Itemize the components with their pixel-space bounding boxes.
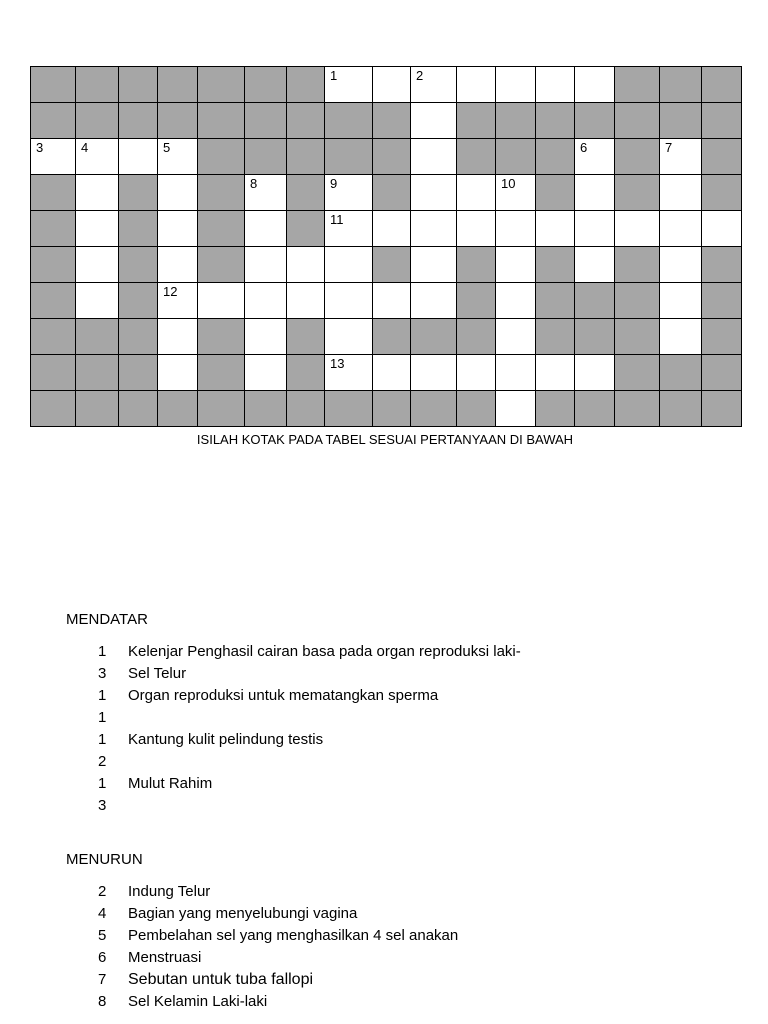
grid-row xyxy=(31,319,742,355)
grid-cell-blocked xyxy=(411,319,457,355)
grid-cell-open[interactable] xyxy=(158,283,198,319)
grid-cell-blocked xyxy=(615,355,660,391)
grid-cell-blocked xyxy=(615,103,660,139)
clue-number: 12 xyxy=(163,284,178,299)
grid-cell-blocked xyxy=(575,283,615,319)
grid-cell-open[interactable] xyxy=(496,67,536,103)
clue-item-text: Sel Kelamin Laki-laki xyxy=(128,993,268,1010)
grid-cell-open[interactable] xyxy=(31,139,76,175)
clue-item xyxy=(98,729,521,751)
grid-cell-open[interactable] xyxy=(660,283,702,319)
grid-cell-open[interactable] xyxy=(496,247,536,283)
clue-item-number: 6 xyxy=(98,949,107,966)
grid-cell-open[interactable] xyxy=(615,211,660,247)
grid-cell-blocked xyxy=(373,103,411,139)
clue-item-number: 4 xyxy=(98,905,107,922)
grid-cell-open[interactable] xyxy=(325,247,373,283)
grid-cell-blocked xyxy=(536,175,575,211)
clue-item-number: 3 xyxy=(98,797,107,814)
clue-item-text: Indung Telur xyxy=(128,883,211,900)
grid-cell-open[interactable] xyxy=(575,247,615,283)
grid-cell-blocked xyxy=(31,103,76,139)
grid-cell-blocked xyxy=(325,391,373,427)
grid-cell-open[interactable] xyxy=(287,283,325,319)
grid-cell-blocked xyxy=(287,355,325,391)
grid-cell-open[interactable] xyxy=(411,211,457,247)
grid-cell-blocked xyxy=(457,319,496,355)
grid-cell-blocked xyxy=(615,139,660,175)
grid-cell-open[interactable] xyxy=(411,355,457,391)
clue-number: 10 xyxy=(501,176,516,191)
grid-cell-open[interactable] xyxy=(575,67,615,103)
grid-cell-blocked xyxy=(287,175,325,211)
grid-cell-blocked xyxy=(536,391,575,427)
clue-item-number: 8 xyxy=(98,993,107,1010)
grid-cell-open[interactable] xyxy=(496,283,536,319)
grid-cell-open[interactable] xyxy=(76,211,119,247)
grid-cell-open[interactable] xyxy=(373,355,411,391)
grid-row xyxy=(31,247,742,283)
grid-row xyxy=(31,103,742,139)
grid-cell-open[interactable] xyxy=(660,211,702,247)
clue-item xyxy=(98,641,521,663)
grid-cell-blocked xyxy=(373,175,411,211)
clue-item-text: Pembelahan sel yang menghasilkan 4 sel anakan xyxy=(128,927,459,944)
grid-cell-blocked xyxy=(198,211,245,247)
grid-cell-blocked xyxy=(158,391,198,427)
grid-cell-blocked xyxy=(245,103,287,139)
grid-row xyxy=(31,283,742,319)
grid-cell-blocked xyxy=(287,211,325,247)
grid-cell-blocked xyxy=(373,319,411,355)
grid-cell-blocked xyxy=(31,319,76,355)
grid-cell-blocked xyxy=(198,391,245,427)
grid-cell-open[interactable] xyxy=(158,139,198,175)
grid-cell-blocked xyxy=(119,211,158,247)
grid-cell-blocked xyxy=(457,391,496,427)
grid-cell-open[interactable] xyxy=(575,139,615,175)
clue-item-text: Organ reproduksi untuk mematangkan sperma xyxy=(128,687,439,704)
grid-cell-blocked xyxy=(119,355,158,391)
grid-cell-open[interactable] xyxy=(411,247,457,283)
mendatar-clue-list xyxy=(98,641,521,817)
grid-cell-open[interactable] xyxy=(76,283,119,319)
grid-cell-blocked xyxy=(373,247,411,283)
grid-cell-blocked xyxy=(198,175,245,211)
grid-cell-blocked xyxy=(198,139,245,175)
grid-cell-blocked xyxy=(31,247,76,283)
clue-item xyxy=(98,795,521,817)
crossword-grid xyxy=(30,66,742,427)
grid-cell-open[interactable] xyxy=(198,283,245,319)
grid-cell-open[interactable] xyxy=(325,319,373,355)
clue-item xyxy=(98,751,521,773)
grid-cell-open[interactable] xyxy=(575,355,615,391)
grid-cell-blocked xyxy=(158,67,198,103)
grid-cell-open[interactable] xyxy=(325,175,373,211)
clue-item-text: Sebutan untuk tuba fallopi xyxy=(128,971,314,988)
grid-cell-blocked xyxy=(457,247,496,283)
grid-cell-blocked xyxy=(119,103,158,139)
grid-cell-open[interactable] xyxy=(76,175,119,211)
grid-cell-open[interactable] xyxy=(245,211,287,247)
clue-item-text: Menstruasi xyxy=(128,949,202,966)
clue-item xyxy=(98,991,458,1013)
grid-cell-blocked xyxy=(31,175,76,211)
grid-cell-blocked xyxy=(702,247,742,283)
clue-item xyxy=(98,663,521,685)
grid-cell-blocked xyxy=(373,391,411,427)
grid-cell-open[interactable] xyxy=(245,355,287,391)
grid-cell-blocked xyxy=(198,319,245,355)
clue-item-number: 1 xyxy=(98,731,107,748)
clue-item-number: 7 xyxy=(98,971,107,988)
grid-cell-open[interactable] xyxy=(158,247,198,283)
grid-cell-blocked xyxy=(615,319,660,355)
grid-cell-blocked xyxy=(325,139,373,175)
clue-number: 4 xyxy=(81,140,89,155)
grid-cell-blocked xyxy=(31,391,76,427)
grid-cell-blocked xyxy=(198,103,245,139)
grid-cell-open[interactable] xyxy=(411,283,457,319)
grid-cell-open[interactable] xyxy=(325,67,373,103)
grid-cell-blocked xyxy=(536,103,575,139)
clue-item-number: 2 xyxy=(98,753,107,770)
clue-number: 3 xyxy=(36,140,44,155)
clue-number: 7 xyxy=(665,140,673,155)
grid-cell-blocked xyxy=(76,103,119,139)
clue-item-number: 5 xyxy=(98,927,107,944)
clue-item-number: 2 xyxy=(98,883,107,900)
grid-cell-blocked xyxy=(536,247,575,283)
mendatar-heading: MENDATAR xyxy=(66,611,148,628)
clue-item xyxy=(98,925,458,947)
grid-cell-blocked xyxy=(702,103,742,139)
clue-number: 9 xyxy=(330,176,338,191)
grid-cell-blocked xyxy=(702,67,742,103)
grid-cell-open[interactable] xyxy=(536,211,575,247)
grid-cell-blocked xyxy=(76,391,119,427)
grid-cell-blocked xyxy=(536,139,575,175)
grid-cell-blocked xyxy=(496,139,536,175)
clue-number: 2 xyxy=(416,68,424,83)
grid-cell-blocked xyxy=(457,283,496,319)
grid-cell-open[interactable] xyxy=(457,175,496,211)
grid-cell-blocked xyxy=(31,67,76,103)
grid-cell-open[interactable] xyxy=(245,175,287,211)
grid-cell-blocked xyxy=(119,319,158,355)
grid-cell-blocked xyxy=(496,103,536,139)
grid-cell-open[interactable] xyxy=(660,139,702,175)
grid-cell-blocked xyxy=(660,391,702,427)
clue-item xyxy=(98,881,458,903)
grid-cell-blocked xyxy=(575,103,615,139)
grid-cell-open[interactable] xyxy=(536,355,575,391)
grid-cell-blocked xyxy=(245,391,287,427)
grid-cell-open[interactable] xyxy=(287,247,325,283)
grid-cell-open[interactable] xyxy=(76,247,119,283)
grid-cell-blocked xyxy=(411,391,457,427)
grid-cell-open[interactable] xyxy=(457,355,496,391)
grid-cell-blocked xyxy=(76,319,119,355)
grid-cell-blocked xyxy=(287,319,325,355)
clue-item-text: Kantung kulit pelindung testis xyxy=(128,731,324,748)
grid-cell-open[interactable] xyxy=(411,139,457,175)
grid-cell-open[interactable] xyxy=(457,67,496,103)
grid-cell-blocked xyxy=(31,355,76,391)
grid-cell-open[interactable] xyxy=(660,175,702,211)
grid-cell-blocked xyxy=(119,175,158,211)
grid-cell-open[interactable] xyxy=(325,283,373,319)
clue-item-text: Kelenjar Penghasil cairan basa pada organ reproduksi laki- xyxy=(128,643,521,660)
grid-cell-open[interactable] xyxy=(575,175,615,211)
clue-item-number: 1 xyxy=(98,687,107,704)
clue-item-text: Bagian yang menyelubungi vagina xyxy=(128,905,358,922)
grid-cell-open[interactable] xyxy=(325,211,373,247)
clue-item-number: 3 xyxy=(98,665,107,682)
grid-cell-open[interactable] xyxy=(373,283,411,319)
clue-number: 1 xyxy=(330,68,338,83)
grid-cell-blocked xyxy=(198,247,245,283)
grid-cell-open[interactable] xyxy=(245,247,287,283)
grid-cell-open[interactable] xyxy=(660,247,702,283)
grid-cell-open[interactable] xyxy=(325,355,373,391)
grid-cell-blocked xyxy=(702,283,742,319)
clue-number: 13 xyxy=(330,356,345,371)
grid-cell-blocked xyxy=(702,175,742,211)
grid-cell-blocked xyxy=(31,283,76,319)
clue-item xyxy=(98,969,458,991)
grid-cell-blocked xyxy=(119,283,158,319)
grid-cell-blocked xyxy=(76,67,119,103)
clue-item-number: 1 xyxy=(98,775,107,792)
grid-cell-open[interactable] xyxy=(575,211,615,247)
grid-cell-open[interactable] xyxy=(411,103,457,139)
clue-item xyxy=(98,947,458,969)
grid-cell-blocked xyxy=(287,139,325,175)
clue-item-number: 1 xyxy=(98,643,107,660)
grid-cell-blocked xyxy=(373,139,411,175)
grid-cell-open[interactable] xyxy=(119,139,158,175)
grid-cell-open[interactable] xyxy=(245,283,287,319)
grid-cell-open[interactable] xyxy=(660,319,702,355)
grid-cell-open[interactable] xyxy=(411,175,457,211)
grid-cell-blocked xyxy=(575,391,615,427)
grid-cell-blocked xyxy=(702,355,742,391)
grid-cell-blocked xyxy=(119,391,158,427)
grid-row xyxy=(31,211,742,247)
grid-cell-blocked xyxy=(615,391,660,427)
grid-cell-blocked xyxy=(245,67,287,103)
grid-cell-open[interactable] xyxy=(158,175,198,211)
grid-cell-open[interactable] xyxy=(496,355,536,391)
grid-cell-open[interactable] xyxy=(496,175,536,211)
grid-cell-open[interactable] xyxy=(496,319,536,355)
grid-cell-blocked xyxy=(119,247,158,283)
grid-row xyxy=(31,139,742,175)
grid-cell-open[interactable] xyxy=(496,391,536,427)
grid-row xyxy=(31,175,742,211)
clue-item-text: Mulut Rahim xyxy=(128,775,213,792)
grid-cell-open[interactable] xyxy=(158,355,198,391)
clue-item-text: Sel Telur xyxy=(128,665,187,682)
grid-cell-blocked xyxy=(536,283,575,319)
grid-cell-blocked xyxy=(31,211,76,247)
grid-cell-open[interactable] xyxy=(496,211,536,247)
grid-cell-open[interactable] xyxy=(373,67,411,103)
grid-cell-blocked xyxy=(287,391,325,427)
grid-cell-blocked xyxy=(660,67,702,103)
grid-cell-blocked xyxy=(325,103,373,139)
menurun-clue-list xyxy=(98,881,458,1013)
clue-item xyxy=(98,903,458,925)
grid-cell-open[interactable] xyxy=(411,67,457,103)
clue-item xyxy=(98,707,521,729)
grid-row xyxy=(31,355,742,391)
grid-cell-open[interactable] xyxy=(158,211,198,247)
grid-cell-open[interactable] xyxy=(536,67,575,103)
grid-cell-blocked xyxy=(119,67,158,103)
grid-cell-blocked xyxy=(76,355,119,391)
grid-cell-blocked xyxy=(158,103,198,139)
grid-caption: ISILAH KOTAK PADA TABEL SESUAI PERTANYAAN DI BAWAH xyxy=(196,432,574,447)
grid-cell-open[interactable] xyxy=(245,319,287,355)
grid-cell-blocked xyxy=(615,247,660,283)
grid-cell-open[interactable] xyxy=(76,139,119,175)
grid-cell-blocked xyxy=(198,355,245,391)
clue-item xyxy=(98,773,521,795)
clue-number: 6 xyxy=(580,140,588,155)
grid-cell-blocked xyxy=(245,139,287,175)
grid-cell-blocked xyxy=(702,319,742,355)
grid-row xyxy=(31,391,742,427)
grid-cell-open[interactable] xyxy=(373,211,411,247)
grid-cell-blocked xyxy=(615,67,660,103)
grid-cell-blocked xyxy=(198,67,245,103)
clue-number: 5 xyxy=(163,140,171,155)
grid-cell-blocked xyxy=(287,67,325,103)
grid-cell-blocked xyxy=(660,103,702,139)
grid-cell-blocked xyxy=(615,175,660,211)
grid-cell-blocked xyxy=(660,355,702,391)
grid-cell-blocked xyxy=(702,391,742,427)
grid-cell-blocked xyxy=(536,319,575,355)
menurun-heading: MENURUN xyxy=(66,851,143,868)
clue-number: 11 xyxy=(330,212,344,227)
clue-item xyxy=(98,685,521,707)
clue-number: 8 xyxy=(250,176,258,191)
grid-cell-blocked xyxy=(702,139,742,175)
grid-cell-blocked xyxy=(457,139,496,175)
grid-cell-blocked xyxy=(457,103,496,139)
clue-item-number: 1 xyxy=(98,709,107,726)
grid-cell-blocked xyxy=(287,103,325,139)
grid-cell-open[interactable] xyxy=(158,319,198,355)
grid-cell-open[interactable] xyxy=(457,211,496,247)
grid-cell-blocked xyxy=(575,319,615,355)
grid-cell-open[interactable] xyxy=(702,211,742,247)
grid-cell-blocked xyxy=(615,283,660,319)
grid-row xyxy=(31,67,742,103)
